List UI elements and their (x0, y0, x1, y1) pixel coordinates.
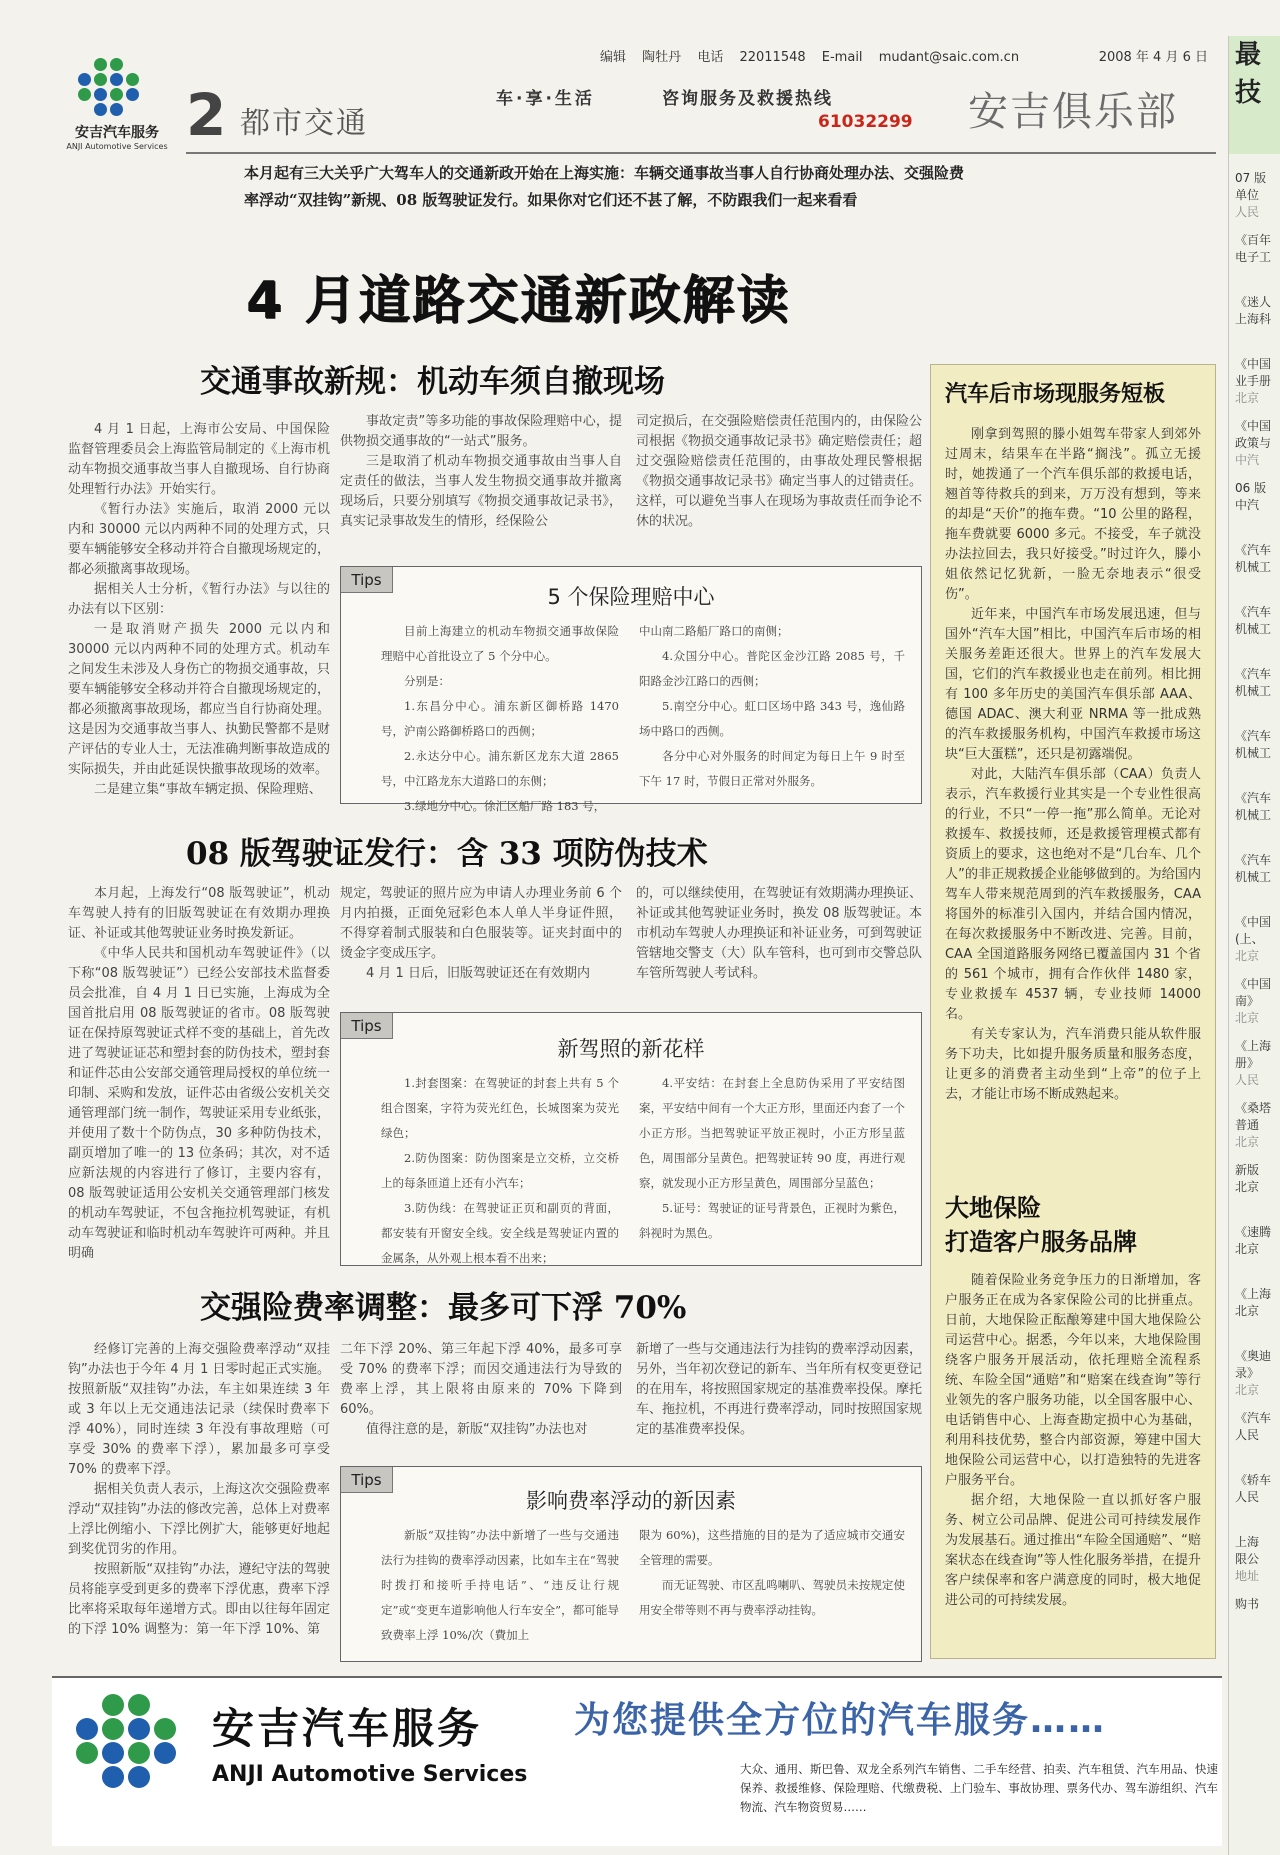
strip-item-line: 《上海 (1235, 1039, 1272, 1053)
strip-list-item (1235, 418, 1280, 469)
tips-line: 5.证号：驾驶证的证号背景色，正视时为紫色，斜视时为黑色。 (639, 1201, 905, 1240)
strip-item-line: 南》 (1235, 994, 1260, 1008)
strip-item-line: 《百年 (1235, 233, 1272, 247)
strip-item-line: 北京 (1235, 1242, 1260, 1256)
header-info (600, 46, 1230, 68)
paragraph: 《暂行办法》实施后，取消 2000 元以内和 30000 元以内两种不同的处理方式，只要车辆能够安全移动并符合自撤现场规定的，都必须撤离事故现场。 (68, 502, 330, 577)
strip-item-line: 购书 (1235, 1597, 1260, 1611)
strip-item-line: 北京 (1235, 1180, 1260, 1194)
tips-title: 5 个保险理赔中心 (547, 585, 715, 609)
paragraph: 按照新版“双挂钩”办法，遵纪守法的驾驶员将能享受到更多的费率下浮优惠，费率下浮比率将采取每年递增方式。即由以往每年固定的下浮 10% 调整为：第一年下浮 10%、第 (68, 1562, 330, 1637)
strip-item-line: 录》 (1235, 1366, 1260, 1380)
tips-line: 限为 60%)，这些措施的目的是为了适应城市交通安全管理的需要。 (639, 1528, 905, 1567)
strip-item-line: 北京 (1235, 391, 1260, 405)
section2-col2 (340, 884, 622, 984)
tips-right-column (639, 619, 905, 794)
section3-title: 交强险费率调整：最多可下浮 70% (200, 1290, 687, 1326)
strip-item-line: 中汽 (1235, 453, 1260, 467)
strip-list-item (1235, 1038, 1280, 1089)
anji-logo (52, 58, 182, 158)
paragraph: 经修订完善的上海交强险费率浮动“双挂钩”办法也于今年 4 月 1 日零时起正式实施。按照新版“双挂钩”办法，车主如果连续 3 年或 3 年以上无交通违法记录（续保时费率下浮 40%），同时连续 3 年没有事故理赔（可享受 30% 的费率下浮），累加最多可享受 70% 的费率下浮。 (68, 1342, 330, 1477)
section3-col3 (636, 1340, 922, 1440)
strip-header (1229, 36, 1280, 154)
strip-item-line: 《汽车 (1235, 605, 1272, 619)
strip-list-item (1235, 170, 1280, 221)
paragraph: 本月起，上海发行“08 版驾驶证”，机动车驾驶人持有的旧版驾驶证在有效期办理换证、补证或其他驾驶证业务时换发新证。 (68, 886, 330, 941)
tips-tag: Tips (341, 1013, 393, 1039)
strip-item-line: 《汽车 (1235, 543, 1272, 557)
page-number: 2 (186, 81, 227, 149)
tips-line: 5.南空分中心。虹口区场中路 343 号，逸仙路场中路口的西侧。 (639, 699, 905, 738)
strip-item-line: 人民 (1235, 1428, 1260, 1442)
strip-item-line: 册》 (1235, 1056, 1260, 1070)
phone-label: 电话 (697, 50, 724, 65)
tips-line: 1.封套图案：在驾驶证的封套上共有 5 个组合图案，字符为荧光红色，长城图案为荧光绿色； (381, 1076, 619, 1140)
tips-line: 1.东昌分中心。浦东新区御桥路 1470 号，沪南公路御桥路口的西侧； (381, 699, 619, 738)
strip-item-line: 《轿车 (1235, 1473, 1272, 1487)
logo-name-en: ANJI Automotive Services (66, 142, 168, 151)
paragraph: 值得注意的是，新版“双挂钩”办法也对 (366, 1422, 588, 1437)
tips-line: 2.防伪图案：防伪图案是立交桥，立交桥上的每条匝道上还有小汽车； (381, 1151, 619, 1190)
strip-item-line: 《桑塔 (1235, 1101, 1272, 1115)
phone-number: 22011548 (739, 50, 806, 65)
strip-item-line: 单位 (1235, 188, 1260, 202)
ad-company-name-cn: 安吉汽车服务 (212, 1704, 483, 1753)
tips-box-new-license (340, 1012, 922, 1266)
strip-item-line: 机械工 (1235, 684, 1272, 698)
ad-services-list: 大众、通用、斯巴鲁、双龙全系列汽车销售、二手车经营、拍卖、汽车租赁、汽车用品、快速保养、救援维修、保险理赔、代缴费税、上门验车、事故协理、票务代办、驾车游组织、汽车物流、汽车物资贸易…… (740, 1762, 1218, 1814)
section1-col3 (636, 412, 922, 532)
strip-item-line: 人民 (1235, 1073, 1260, 1087)
tips-right-column (639, 1523, 905, 1623)
paragraph: 有关专家认为，汽车消费只能从软件服务下功夫，比如提升服务质量和服务态度，让更多的消费者主动坐到“上帝”的位子上去，才能让市场不断成熟起来。 (945, 1027, 1201, 1102)
section1-title: 交通事故新规：机动车须自撤现场 (200, 364, 665, 400)
strip-item-line: 新版 (1235, 1163, 1260, 1177)
ad-top-rule (52, 1676, 1222, 1678)
strip-item-line: 《速腾 (1235, 1225, 1272, 1239)
strip-item-line: 《中国 (1235, 977, 1272, 991)
strip-item-line: 北京 (1235, 949, 1260, 963)
sidebar-article1-title: 汽车后市场现服务短板 (945, 382, 1166, 407)
section3-col1 (68, 1340, 330, 1660)
strip-item-line: 地址 (1235, 1569, 1260, 1583)
logo-name-cn: 安吉汽车服务 (75, 125, 159, 141)
ad-logo-dots-icon (70, 1690, 180, 1790)
paragraph: 据介绍，大地保险一直以抓好客户服务、树立公司品牌、促进公司可持续发展作为发展基石。通过推出“车险全国通赔”、“赔案状态在线查询”等人性化服务举措，在提升客户续保率和客户满意度的同时，极大地促进公司的可持续发展。 (945, 1493, 1201, 1608)
tips-line: 中山南二路船厂路口的南侧； (639, 624, 789, 638)
strip-list-item (1235, 1286, 1280, 1320)
ad-company-name-en: ANJI Automotive Services (212, 1762, 528, 1787)
section1-col2 (340, 412, 622, 532)
strip-item-line: 《迷人 (1235, 295, 1272, 309)
strip-item-line: 《汽车 (1235, 853, 1272, 867)
strip-list-item (1235, 294, 1280, 328)
tips-left-column (381, 1523, 619, 1648)
strip-item-line: 《中国 (1235, 357, 1272, 371)
strip-item-line: 北京 (1235, 1135, 1260, 1149)
strip-item-line: 上海科 (1235, 312, 1272, 326)
logo-dots-icon (74, 58, 150, 118)
paragraph: 三是取消了机动车物损交通事故由当事人自定责任的做法，当事人发生物损交通事故并撤离现场后，只要分别填写《物损交通事故记录书》，真实记录事故发生的情形，经保险公 (340, 454, 622, 529)
strip-list-item (1235, 1100, 1280, 1151)
section3-col2 (340, 1340, 622, 1440)
strip-item-line: 中汽 (1235, 498, 1260, 512)
tips-line: 4.平安结：在封套上全息防伪采用了平安结图案，平安结中间有一个大正方形，里面还内套了一个小正方形。当把驾驶证平放正视时，小正方形呈蓝色，周围部分呈黄色。把驾驶证转 90 度，再进行观察，就发现小正方形呈黄色，周围部分呈蓝色； (639, 1076, 905, 1190)
strip-item-line: 政策与 (1235, 436, 1272, 450)
strip-list-item (1235, 1472, 1280, 1506)
paragraph: 据相关人士分析，《暂行办法》与以往的办法有以下区别： (68, 582, 330, 617)
paragraph: 二是建立集“事故车辆定损、保险理赔、 (94, 782, 322, 797)
strip-list-item (1235, 1534, 1280, 1585)
strip-item-line: 《中国 (1235, 915, 1272, 929)
section2-col1 (68, 884, 330, 1266)
strip-item-line: 机械工 (1235, 746, 1272, 760)
lead-paragraph: 本月起有三大关乎广大驾车人的交通新政开始在上海实施：车辆交通事故当事人自行协商处理办法、交强险费率浮动“双挂钩”新规、08 版驾驶证发行。如果你对它们还不甚了解，不防跟我们一起来看看 (244, 164, 965, 209)
paragraph: 事故定责”等多功能的事故保险理赔中心，提供物损交通事故的“一站式”服务。 (340, 414, 622, 449)
strip-list-item (1235, 1224, 1280, 1258)
title-line: 打造客户服务品牌 (945, 1228, 1137, 1256)
strip-head-line: 技 (1235, 78, 1262, 108)
strip-head-line: 最 (1235, 40, 1262, 70)
tips-box-rate-factors (340, 1466, 922, 1662)
paragraph: 一是取消财产损失 2000 元以内和 30000 元以内两种不同的处理方式。机动车之间发生未涉及人身伤亡的物损交通事故，只要车辆能够安全移动并符合自撤现场规定的，都必须撤离事故现场，都应当自行协商处理。这是因为交通事故当事人、执勤民警都不是财产评估的专业人士，无法准确判断事故造成的实际损失，并由此延误快撤事故现场的效率。 (68, 622, 330, 777)
paragraph: 4 月 1 日后，旧版驾驶证还在有效期内 (366, 966, 590, 981)
strip-list-item (1235, 852, 1280, 886)
paragraph: 《中华人民共和国机动车驾驶证件》（以下称“08 版驾驶证”）已经公安部技术监督委员会批准，自 4 月 1 日已实施，上海成为全国首批启用 08 版驾驶证的省市。08 版驾驶证在保持原驾驶证式样不变的基础上，首先改进了驾驶证证芯和塑封套的防伪技术，塑封套和证件芯由公安部交通管理局授权的单位统一印制、采购和发放，证件芯由省级公安机关交通管理部门统一制作，驾驶证采用专业纸张，并使用了数十个防伪点，30 多种防伪技术，副页增加了唯一的 13 位条码；其次，对不适应新法规的内容进行了修订，主要内容有，08 版驾驶证适用公安机关交通管理部门核发的机动车驾驶证，不包含拖拉机驾驶证，有机动车驾驶证和临时机动车驾驶许可两种。并且明确 (68, 946, 330, 1261)
tips-left-column (381, 1071, 619, 1271)
strip-item-line: 北京 (1235, 1304, 1260, 1318)
tips-box-claim-centers (340, 566, 922, 813)
tips-line: 分别是： (404, 674, 450, 688)
tips-title: 新驾照的新花样 (557, 1037, 705, 1061)
strip-item-line: 北京 (1235, 1011, 1260, 1025)
strip-list-item (1235, 1162, 1280, 1196)
club-title: 安吉俱乐部 (968, 89, 1178, 135)
strip-item-line: 机械工 (1235, 870, 1272, 884)
paragraph: 对此，大陆汽车俱乐部（CAA）负责人表示，汽车救援行业其实是一个专业性很高的行业，不只“一停一拖”那么简单。无论对救援车、救援技师，还是救援管理模式都有资质上的要求，这也绝对不是“几台车、几个人”的非正规救援企业能够做到的。为给国内驾车人带来规范周到的汽车救援服务，CAA 将国外的标准引入国内，并结合国内情况，在每次救援服务中不断改进、完善。目前，CAA 全国道路服务网络已覆盖国内 31 个省的 561 个城市，拥有合作伙伴 1480 家，专业救援车 4537 辆，专业技师 14000 名。 (945, 767, 1201, 1022)
strip-item-line: 北京 (1235, 1383, 1260, 1397)
paragraph: 的，可以继续使用，在驾驶证有效期满办理换证、补证或其他驾驶证业务时，换发 08 版驾驶证。本市机动车驾驶人办理换证和补证业务，可到驾驶证管辖地交警支（大）队车管科，也可到市交警总队车管所驾驶人考试科。 (636, 886, 923, 981)
tips-left-column (381, 619, 619, 819)
paragraph: 刚拿到驾照的滕小姐驾车带家人到郊外过周末，结果车在半路“搁浅”。孤立无援时，她拨通了一个汽车俱乐部的救援电话，翘首等待救兵的到来，万万没有想到，等来的却是“天价”的拖车费。“10 公里的路程，拖车费就要 6000 多元。不接受，车子就没办法拉回去，我只好接受。”时过许久，滕小姐依然记忆犹新，一脸无奈地表示“很受伤”。 (945, 427, 1201, 602)
paragraph: 4 月 1 日起，上海市公安局、中国保险监督管理委员会上海监管局制定的《上海市机动车物损交通事故当事人自撤现场、自行协商处理暂行办法》开始实行。 (68, 422, 330, 497)
paragraph: 据相关负责人表示，上海这次交强险费率浮动“双挂钩”办法的修改完善，总体上对费率上浮比例缩小、下浮比例扩大，能够更好地起到奖优罚劣的作用。 (68, 1482, 330, 1557)
strip-list-item (1235, 356, 1280, 407)
strip-item-line: 机械工 (1235, 808, 1272, 822)
strip-item-line: 《汽车 (1235, 729, 1272, 743)
strip-item-line: 限公 (1235, 1552, 1260, 1566)
paragraph: 二年下浮 20%、第三年起下浮 40%，最多可享受 70% 的费率下浮；而因交通违法行为导致的费率上浮，其上限将由原来的 70% 下降到 60%。 (340, 1342, 622, 1417)
tips-line: 4.众国分中心。普陀区金沙江路 2085 号，千阳路金沙江路口的西侧； (639, 649, 905, 688)
strip-item-line: (上、 (1235, 932, 1264, 946)
strip-list-item (1235, 542, 1280, 576)
strip-item-line: 普通 (1235, 1118, 1260, 1132)
header-slogan: 车·享·生活 (496, 89, 595, 109)
strip-list-item (1235, 666, 1280, 700)
strip-list-item (1235, 480, 1280, 514)
editor-name: 陶牡丹 (642, 50, 682, 65)
strip-item-line: 《汽车 (1235, 1411, 1272, 1425)
title-line: 大地保险 (945, 1194, 1041, 1222)
tips-line: 3.防伪线：在驾驶证正页和副页的背面，都安装有开窗安全线。安全线是驾驶证内置的金属条，从外观上根本看不出来； (381, 1201, 619, 1265)
adjacent-column-strip (1228, 36, 1280, 1855)
footer-advertisement (52, 1676, 1222, 1846)
strip-item-line: 07 版 (1235, 171, 1267, 185)
section1-col1 (68, 420, 330, 814)
strip-item-line: 上海 (1235, 1535, 1260, 1549)
sidebar-article2-title (945, 1191, 1137, 1259)
tips-line: 各分中心对外服务的时间定为每日上午 9 时至下午 17 时，节假日正常对外服务。 (639, 749, 905, 788)
strip-item-line: 机械工 (1235, 622, 1272, 636)
tips-title: 影响费率浮动的新因素 (526, 1489, 736, 1513)
strip-item-line: 电子工 (1235, 250, 1272, 264)
strip-item-line: 人民 (1235, 1490, 1260, 1504)
strip-list-item (1235, 1596, 1280, 1613)
strip-item-line: 业手册 (1235, 374, 1272, 388)
ad-slogan: 为您提供全方位的汽车服务…… (574, 1700, 1107, 1741)
email-label: E-mail (821, 50, 863, 65)
strip-list-item (1235, 1410, 1280, 1444)
strip-list-item (1235, 604, 1280, 638)
tips-line: 2.永达分中心。浦东新区龙东大道 2865 号，中江路龙东大道路口的东侧； (381, 749, 619, 788)
tips-tag: Tips (341, 1467, 393, 1493)
section2-col3 (636, 884, 922, 984)
main-headline: 4 月道路交通新政解读 (246, 271, 791, 331)
hotline-number[interactable]: 61032299 (818, 112, 913, 132)
strip-list-item (1235, 914, 1280, 965)
editor-label: 编辑 (600, 50, 627, 65)
sidebar-article2-body (945, 1271, 1201, 1611)
paragraph: 新增了一些与交通违法行为挂钩的费率浮动因素，另外，当年初次登记的新车、当年所有权变更登记的在用车，将按照国家规定的基准费率投保。摩托车、拖拉机，不再进行费率浮动，同时按照国家规定的基准费率投保。 (636, 1342, 923, 1437)
strip-item-line: 《汽车 (1235, 791, 1272, 805)
sidebar-article1-body (945, 425, 1201, 1105)
strip-item-line: 《上海 (1235, 1287, 1272, 1301)
tips-line: 新版“双挂钩”办法中新增了一些与交通违法行为挂钩的费率浮动因素，比如车主在“驾驶时拨打和接听手持电话”、“违反让行规定”或“变更车道影响他人行车安全”，都可能导致费率上浮 10%/次（費加上 (381, 1528, 619, 1642)
section-title: 都市交通 (240, 106, 368, 141)
sidebar-box (930, 364, 1216, 1659)
paragraph: 规定，驾驶证的照片应为申请人办理业务前 6 个月内拍摄，正面免冠彩色本人单人半身证件照，不得穿着制式服装和白色服装等。证夹封面中的烫金字变成压字。 (340, 886, 622, 961)
strip-item-line: 人民 (1235, 205, 1260, 219)
paragraph: 司定损后，在交强险赔偿责任范围内的，由保险公司根据《物损交通事故记录书》确定赔偿责任；超过交强险赔偿责任范围的，由事故处理民警根据《物损交通事故记录书》确定当事人的过错责任。这样，可以避免当事人在现场为事故责任而争论不休的状况。 (636, 414, 923, 529)
strip-item-line: 《奥迪 (1235, 1349, 1272, 1363)
tips-line: 目前上海建立的机动车物损交通事故保险理赔中心首批设立了 5 个分中心。 (381, 624, 619, 663)
strip-item-line: 机械工 (1235, 560, 1272, 574)
issue-date: 2008 年 4 月 6 日 (1098, 50, 1208, 65)
section-divider (186, 152, 1216, 154)
strip-list-item (1235, 232, 1280, 266)
tips-right-column (639, 1071, 905, 1246)
tips-line: 3.绿地分中心。徐汇区船厂路 183 号， (404, 799, 606, 813)
section2-title: 08 版驾驶证发行：含 33 项防伪技术 (186, 836, 708, 872)
hotline-label: 咨询服务及救援热线 (662, 89, 833, 109)
strip-list-item (1235, 1348, 1280, 1399)
strip-item-line: 《中国 (1235, 419, 1272, 433)
strip-list-item (1235, 976, 1280, 1027)
email-address[interactable]: mudant@saic.com.cn (878, 50, 1020, 65)
strip-item-line: 06 版 (1235, 481, 1267, 495)
paragraph: 随着保险业务竞争压力的日渐增加，客户服务正在成为各家保险公司的比拼重点。日前，大地保险正酝酿筹建中国大地保险公司运营中心。据悉，今年以来，大地保险围绕客户服务开展活动，依托理赔全流程系统、车险全国“通赔”和“赔案在线查询”等行业领先的客户服务功能，以全国客服中心、电话销售中心、上海查勘定损中心为基础，利用科技优势，整合内部资源，筹建中国大地保险公司运营中心，以打造独特的先进客户服务平台。 (945, 1273, 1201, 1488)
paragraph: 近年来，中国汽车市场发展迅速，但与国外“汽车大国”相比，中国汽车后市场的相关服务差距还很大。世界上的汽车发展大国，它们的汽车救援业也走在前列。相比拥有 100 多年历史的美国汽车俱乐部 AAA、德国 ADAC、澳大利亚 NRMA 等一批成熟的汽车救援服务机构，中国汽车救援市场这块“巨大蛋糕”，还只是初露端倪。 (945, 607, 1201, 762)
strip-item-line: 《汽车 (1235, 667, 1272, 681)
tips-line: 而无证驾驶、市区乱鸣喇叭、驾驶员未按规定使用安全带等则不再与费率浮动挂钩。 (639, 1578, 905, 1617)
tips-tag: Tips (341, 567, 393, 593)
strip-list-item (1235, 728, 1280, 762)
strip-list-item (1235, 790, 1280, 824)
